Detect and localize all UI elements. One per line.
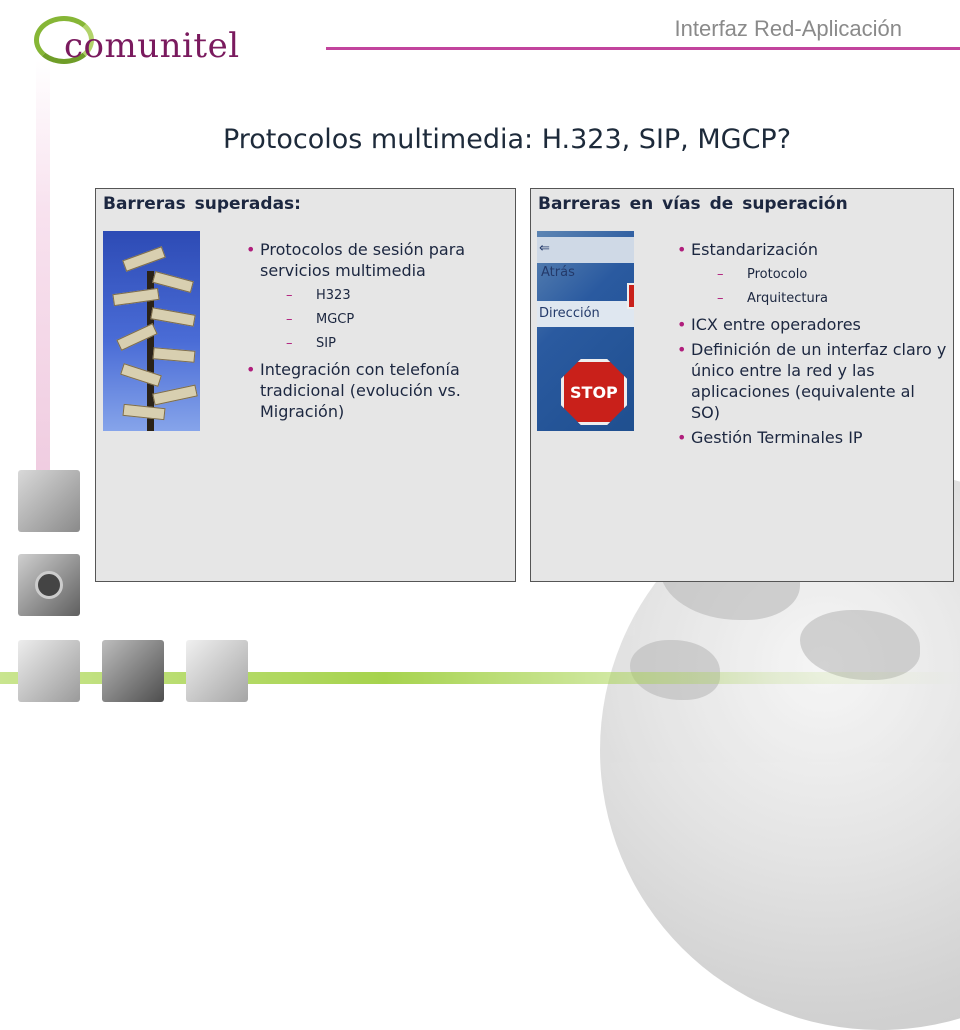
slide-title: Protocolos multimedia: H.323, SIP, MGCP?: [222, 124, 792, 155]
photo-address-label: Dirección: [539, 306, 600, 321]
stop-browser-photo: [537, 231, 634, 431]
sub-item: – H323: [260, 287, 506, 305]
sub-item: – Arquitectura: [691, 290, 947, 308]
mouse-cursor-icon: [631, 379, 634, 413]
list-item-text: Integración con telefonía tradicional (evolución vs. Migración): [260, 360, 461, 421]
list-item-text: Gestión Terminales IP: [691, 428, 863, 447]
panel-heading: Barreras superadas:: [103, 194, 301, 214]
panel-heading: Barreras en vías de superación: [538, 194, 848, 214]
left-decorative-strip: [36, 60, 50, 480]
sub-item: – MGCP: [260, 311, 506, 329]
sub-item: – SIP: [260, 335, 506, 353]
list-item-text: ICX entre operadores: [691, 315, 861, 334]
stop-sign-text: STOP: [570, 383, 618, 402]
comunitel-logo: [34, 10, 244, 70]
list-item: [246, 239, 506, 353]
list-item-text: Estandarización: [691, 240, 819, 259]
header-divider: [326, 47, 960, 50]
phone-dial-thumbnail: [18, 554, 80, 616]
photo-arrow-icon: ⇐: [539, 241, 550, 256]
list-item: [677, 339, 947, 423]
list-item: [677, 427, 947, 448]
list-item-text: Protocolos de sesión para servicios multimedia: [260, 240, 466, 280]
photo-back-label: Atrás: [541, 265, 575, 280]
person-headset-thumbnail: [18, 640, 80, 702]
list-item-text: Definición de un interfaz claro y único entre la red y las aplicaciones (equivalente al SO): [691, 340, 947, 422]
logo-text: comunitel: [64, 26, 240, 66]
handshake-thumbnail: [18, 470, 80, 532]
keyboard-thumbnail: [102, 640, 164, 702]
panel-barreras-en-vias: [530, 188, 954, 582]
network-plug-thumbnail: [186, 640, 248, 702]
signpost-photo: [103, 231, 200, 431]
list-item: [246, 359, 506, 422]
list-item: [677, 314, 947, 335]
right-bullet-list: [677, 239, 947, 452]
list-item: [677, 239, 947, 308]
left-bullet-list: [246, 239, 506, 426]
stop-small-icon: [627, 283, 634, 309]
panel-barreras-superadas: [95, 188, 516, 582]
section-title: Interfaz Red-Aplicación: [674, 16, 902, 41]
sub-item: – Protocolo: [691, 266, 947, 284]
